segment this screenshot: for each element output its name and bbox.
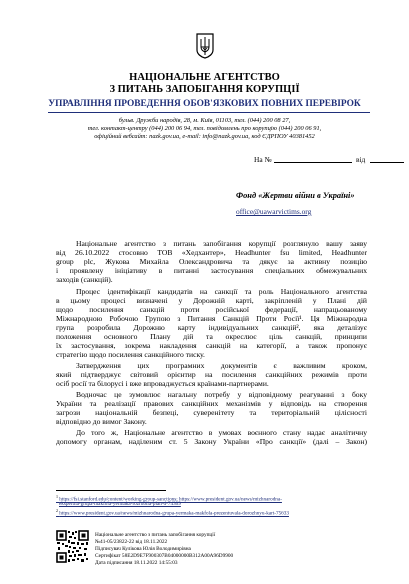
text-line: загрози національній безпеці, суверенітету та територіальній цілісності <box>56 408 367 418</box>
footnote-mark: 2 <box>56 508 58 513</box>
footnote-link[interactable]: https://www.president.gov.ua/news/mizhnarodna-grupa-yermaka-makfola-prezentuvala-dorozhnyu-kart-75633 <box>59 510 289 517</box>
text-line: України та реалізації правових санкційних механізмів у відповідь на створення <box>56 399 367 409</box>
reg-number-label: На № <box>254 155 272 164</box>
text-line: відповідно до вимог Закону. <box>56 417 147 427</box>
text-line: заходів (санкцій). <box>56 275 113 285</box>
text-line: від 26.10.2022 стосовно ТОВ «Хедхантер», Headhunter fsu limited, Headhunter <box>56 248 367 258</box>
text-line: group plc, Жукова Михайла Олександровича та дякує за активну позицію <box>56 257 367 267</box>
signature-line: №41-05/23822-22 від 18.11.2022 <box>95 539 168 545</box>
footnote-mark: 1 <box>56 494 58 499</box>
text-line: Затвердження цих програмних документів є важливим кроком, <box>76 361 367 370</box>
department-name: УПРАВЛІННЯ ПРОВЕДЕННЯ ОБОВ'ЯЗКОВИХ ПОВНИХ ПЕРЕВІРОК <box>48 99 361 109</box>
reg-date-label: від <box>356 155 366 164</box>
agency-name-line-2: З ПИТАНЬ ЗАПОБІГАННЯ КОРУПЦІЇ <box>109 84 300 95</box>
text-line: і проявлену ініціативу в питанні застосування спеціальних обмежувальних <box>56 266 367 276</box>
text-line: осіб росії та білорусі і вже впроваджується країнами-партнерами. <box>56 379 269 389</box>
text-line: їх застосування, зокрема накладення санкцій на категорії, а також пропонує <box>56 341 367 351</box>
text-line: Міжнародною Робочою Групою з Питання Санкцій Проти Росії¹. Ця Міжнародна <box>56 314 367 324</box>
coat-of-arms-icon <box>196 33 214 59</box>
footnote-link[interactable]: https://fsi.stanford.edu/content/working-group-sanctions; https://www.president.gov.ua/news/mizhnarodna- <box>59 496 282 503</box>
signature-block <box>95 532 233 567</box>
text-line: який підтверджує світовий орієнтир на посилення санкційних режимів проти <box>56 370 367 380</box>
paragraph-5 <box>56 428 367 446</box>
text-line: Національне агентство з питань запобігання корупції розглянуло вашу заяву <box>76 239 367 248</box>
text-line: Водночас це зумовлює нагальну потребу у відповідному реагуванні з боку <box>76 390 367 399</box>
text-line: положення основного Плану дій та окреслює ціль санкцій, принципи <box>56 332 367 342</box>
text-line: в цьому процесі визначені у Дорожній карті, закріпленій у Плані дій <box>56 296 367 306</box>
header-divider <box>48 112 370 113</box>
text-line: допомогу органам, наділеним ст. 5 Закону України «Про санкції» (далі – Закон) <box>56 437 367 447</box>
address-line: тел. контакт-центру (044) 200 06 94, тел. повідомлень про корупцію (044) 200 06 91, <box>87 125 322 132</box>
reg-number-blank <box>274 155 352 163</box>
text-line: До того ж, Національне агентство в умовах воєнного стану надає аналітичну <box>76 428 367 437</box>
text-line: щодо посилення санкцій проти російської федерації, напрацьованому <box>56 305 367 315</box>
footnote-2[interactable] <box>56 508 289 517</box>
footnote-divider <box>56 490 166 491</box>
address-line: офіційний вебсайт: nazk.gov.ua, e-mail: info@nazk.gov.ua, код ЄДРПОУ 40381452 <box>94 133 315 140</box>
paragraph-3 <box>56 361 367 388</box>
qr-code-icon <box>56 530 89 563</box>
address-line: бульв. Дружби народів, 28, м. Київ, 01103, тел. (044) 200 08 27, <box>118 117 291 124</box>
text-line: стратегію щодо посилення санкційного тиску. <box>56 350 205 360</box>
signature-line: Дата підписання 18.11.2022 14:55:03 <box>95 560 178 566</box>
paragraph-1 <box>56 239 367 284</box>
footnote-link[interactable]: ekspertna-grupa-makfola-yermaka-rozrobila-plan-d-74309 <box>59 501 181 507</box>
footnote-1-continuation[interactable] <box>59 501 181 508</box>
signature-line: Національне агентство з питань запобігання корупції <box>95 532 216 538</box>
paragraph-2 <box>56 287 367 359</box>
recipient-name: Фонд «Жертви війни в Україні» <box>236 191 355 200</box>
reg-date-blank <box>370 155 404 163</box>
text-line: Процес ідентифікації кандидатів на санкції та роль Національного агентства <box>76 287 367 296</box>
paragraph-4 <box>56 390 367 426</box>
signature-line: Сертифікат 58E2D9E7F900307B04000000B312A00A96D9900 <box>95 553 234 559</box>
agency-name-line-1: НАЦІОНАЛЬНЕ АГЕНТСТВО <box>129 72 280 83</box>
signature-line: Підписувач Кулікова Юлія Володимирівна <box>95 546 191 552</box>
text-line: група розробила Дорожню карту індивідуальних санкцій², яка деталізує <box>56 323 367 333</box>
recipient-email-link[interactable]: office@uawarvictims.org <box>236 207 312 216</box>
